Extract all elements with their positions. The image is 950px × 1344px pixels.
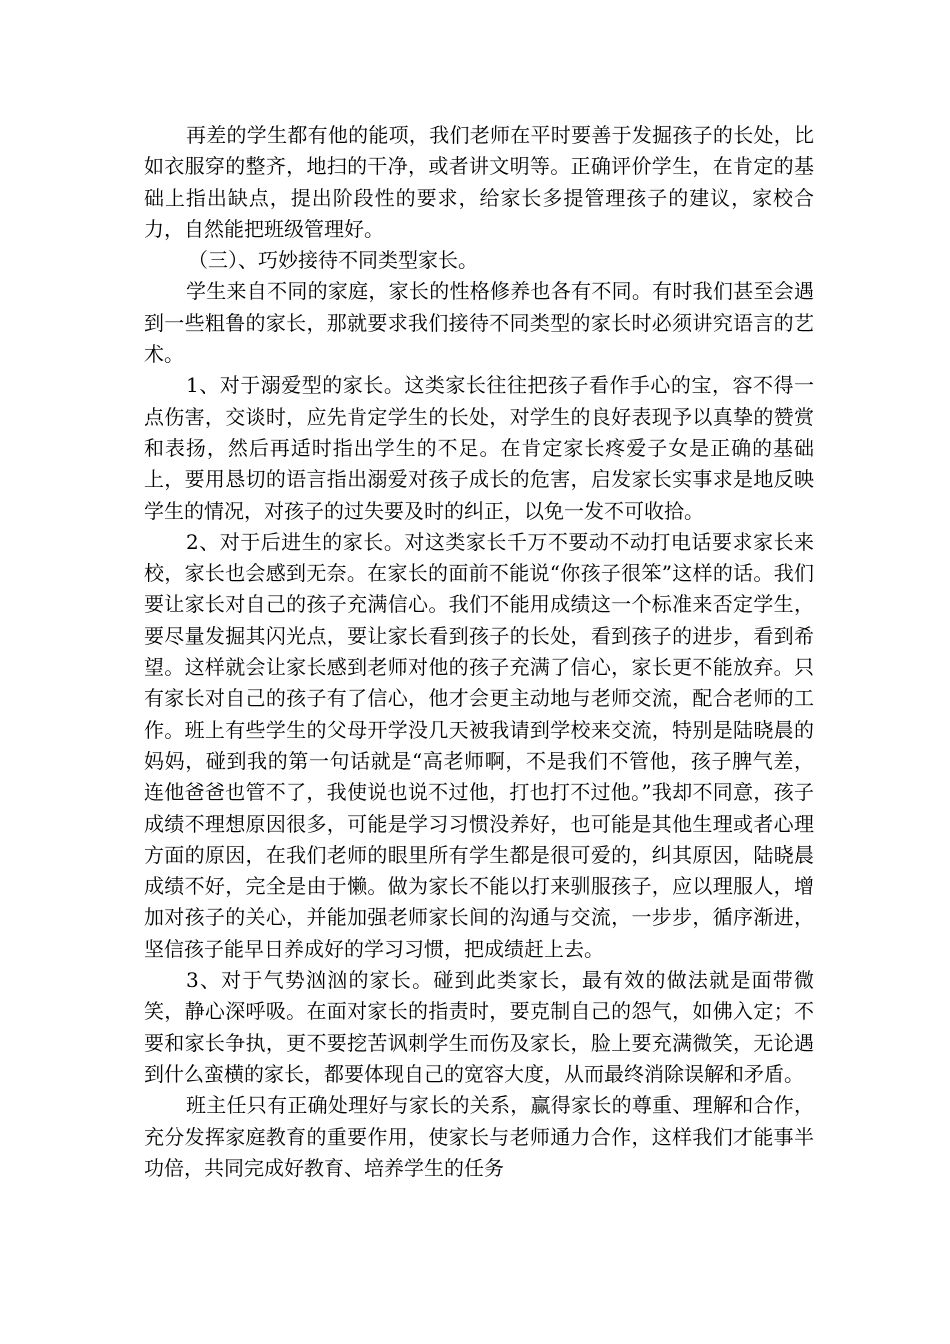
paragraph-aggressive-parents: 3、对于气势汹汹的家长。碰到此类家长，最有效的做法就是面带微笑，静心深呼吸。在面对家长的指责时，要克制自己的怨气，如佛入定；不要和家长争执，更不要挖苦讽刺学生而伤及家长，脸上要充满微笑，无论遇到什么蛮横的家长，都要体现自己的宽容大度，从而最终消除误解和矛盾。 (144, 968, 814, 1086)
paragraph-discover-strengths: 再差的学生都有他的能项，我们老师在平时要善于发掘孩子的长处，比如衣服穿的整齐，地扫的干净，或者讲文明等。正确评价学生，在肯定的基础上指出缺点，提出阶段性的要求，给家长多提管理孩子的建议，家校合力，自然能把班级管理好。 (144, 123, 814, 241)
section-heading-three: （三）、巧妙接待不同类型家长。 (188, 248, 478, 273)
paragraph-different-families: 学生来自不同的家庭，家长的性格修养也各有不同。有时我们甚至会遇到一些粗鲁的家长，那就要求我们接待不同类型的家长时必须讲究语言的艺术。 (144, 279, 814, 367)
paragraph-doting-parents: 1、对于溺爱型的家长。这类家长往往把孩子看作手心的宝，容不得一点伤害，交谈时，应先肯定学生的长处，对学生的良好表现予以真挚的赞赏和表扬，然后再适时指出学生的不足。在肯定家长疼爱子女是正确的基础上，要用恳切的语言指出溺爱对孩子成长的危害，启发家长实事求是地反映学生的情况，对孩子的过失要及时的纠正，以免一发不可收拾。 (144, 373, 814, 523)
paragraph-conclusion: 班主任只有正确处理好与家长的关系，赢得家长的尊重、理解和合作，充分发挥家庭教育的重要作用，使家长与老师通力合作，这样我们才能事半功倍，共同完成好教育、培养学生的任务 (144, 1093, 814, 1180)
document-body (144, 120, 814, 1184)
paragraph-struggling-student-parents: 2、对于后进生的家长。对这类家长千万不要动不动打电话要求家长来校，家长也会感到无奈。在家长的面前不能说“你孩子很笨”这样的话。我们要让家长对自己的孩子充满信心。我们不能用成绩这一个标准来否定学生，要尽量发掘其闪光点，要让家长看到孩子的长处，看到孩子的进步，看到希望。这样就会让家长感到老师对他的孩子充满了信心，家长更不能放弃。只有家长对自己的孩子有了信心，他才会更主动地与老师交流，配合老师的工作。班上有些学生的父母开学没几天被我请到学校来交流，特别是陆晓晨的妈妈，碰到我的第一句话就是“高老师啊，不是我们不管他，孩子脾气差，连他爸爸也管不了，我使说也说不过他，打也打不过他。”我却不同意，孩子成绩不理想原因很多，可能是学习习惯没养好，也可能是其他生理或者心理方面的原因，在我们老师的眼里所有学生都是很可爱的，纠其原因，陆晓晨成绩不好，完全是由于懒。做为家长不能以打来驯服孩子，应以理服人，增加对孩子的关心，并能加强老师家长间的沟通与交流，一步步，循序渐进，坚信孩子能早日养成好的学习习惯，把成绩赶上去。 (144, 529, 814, 961)
